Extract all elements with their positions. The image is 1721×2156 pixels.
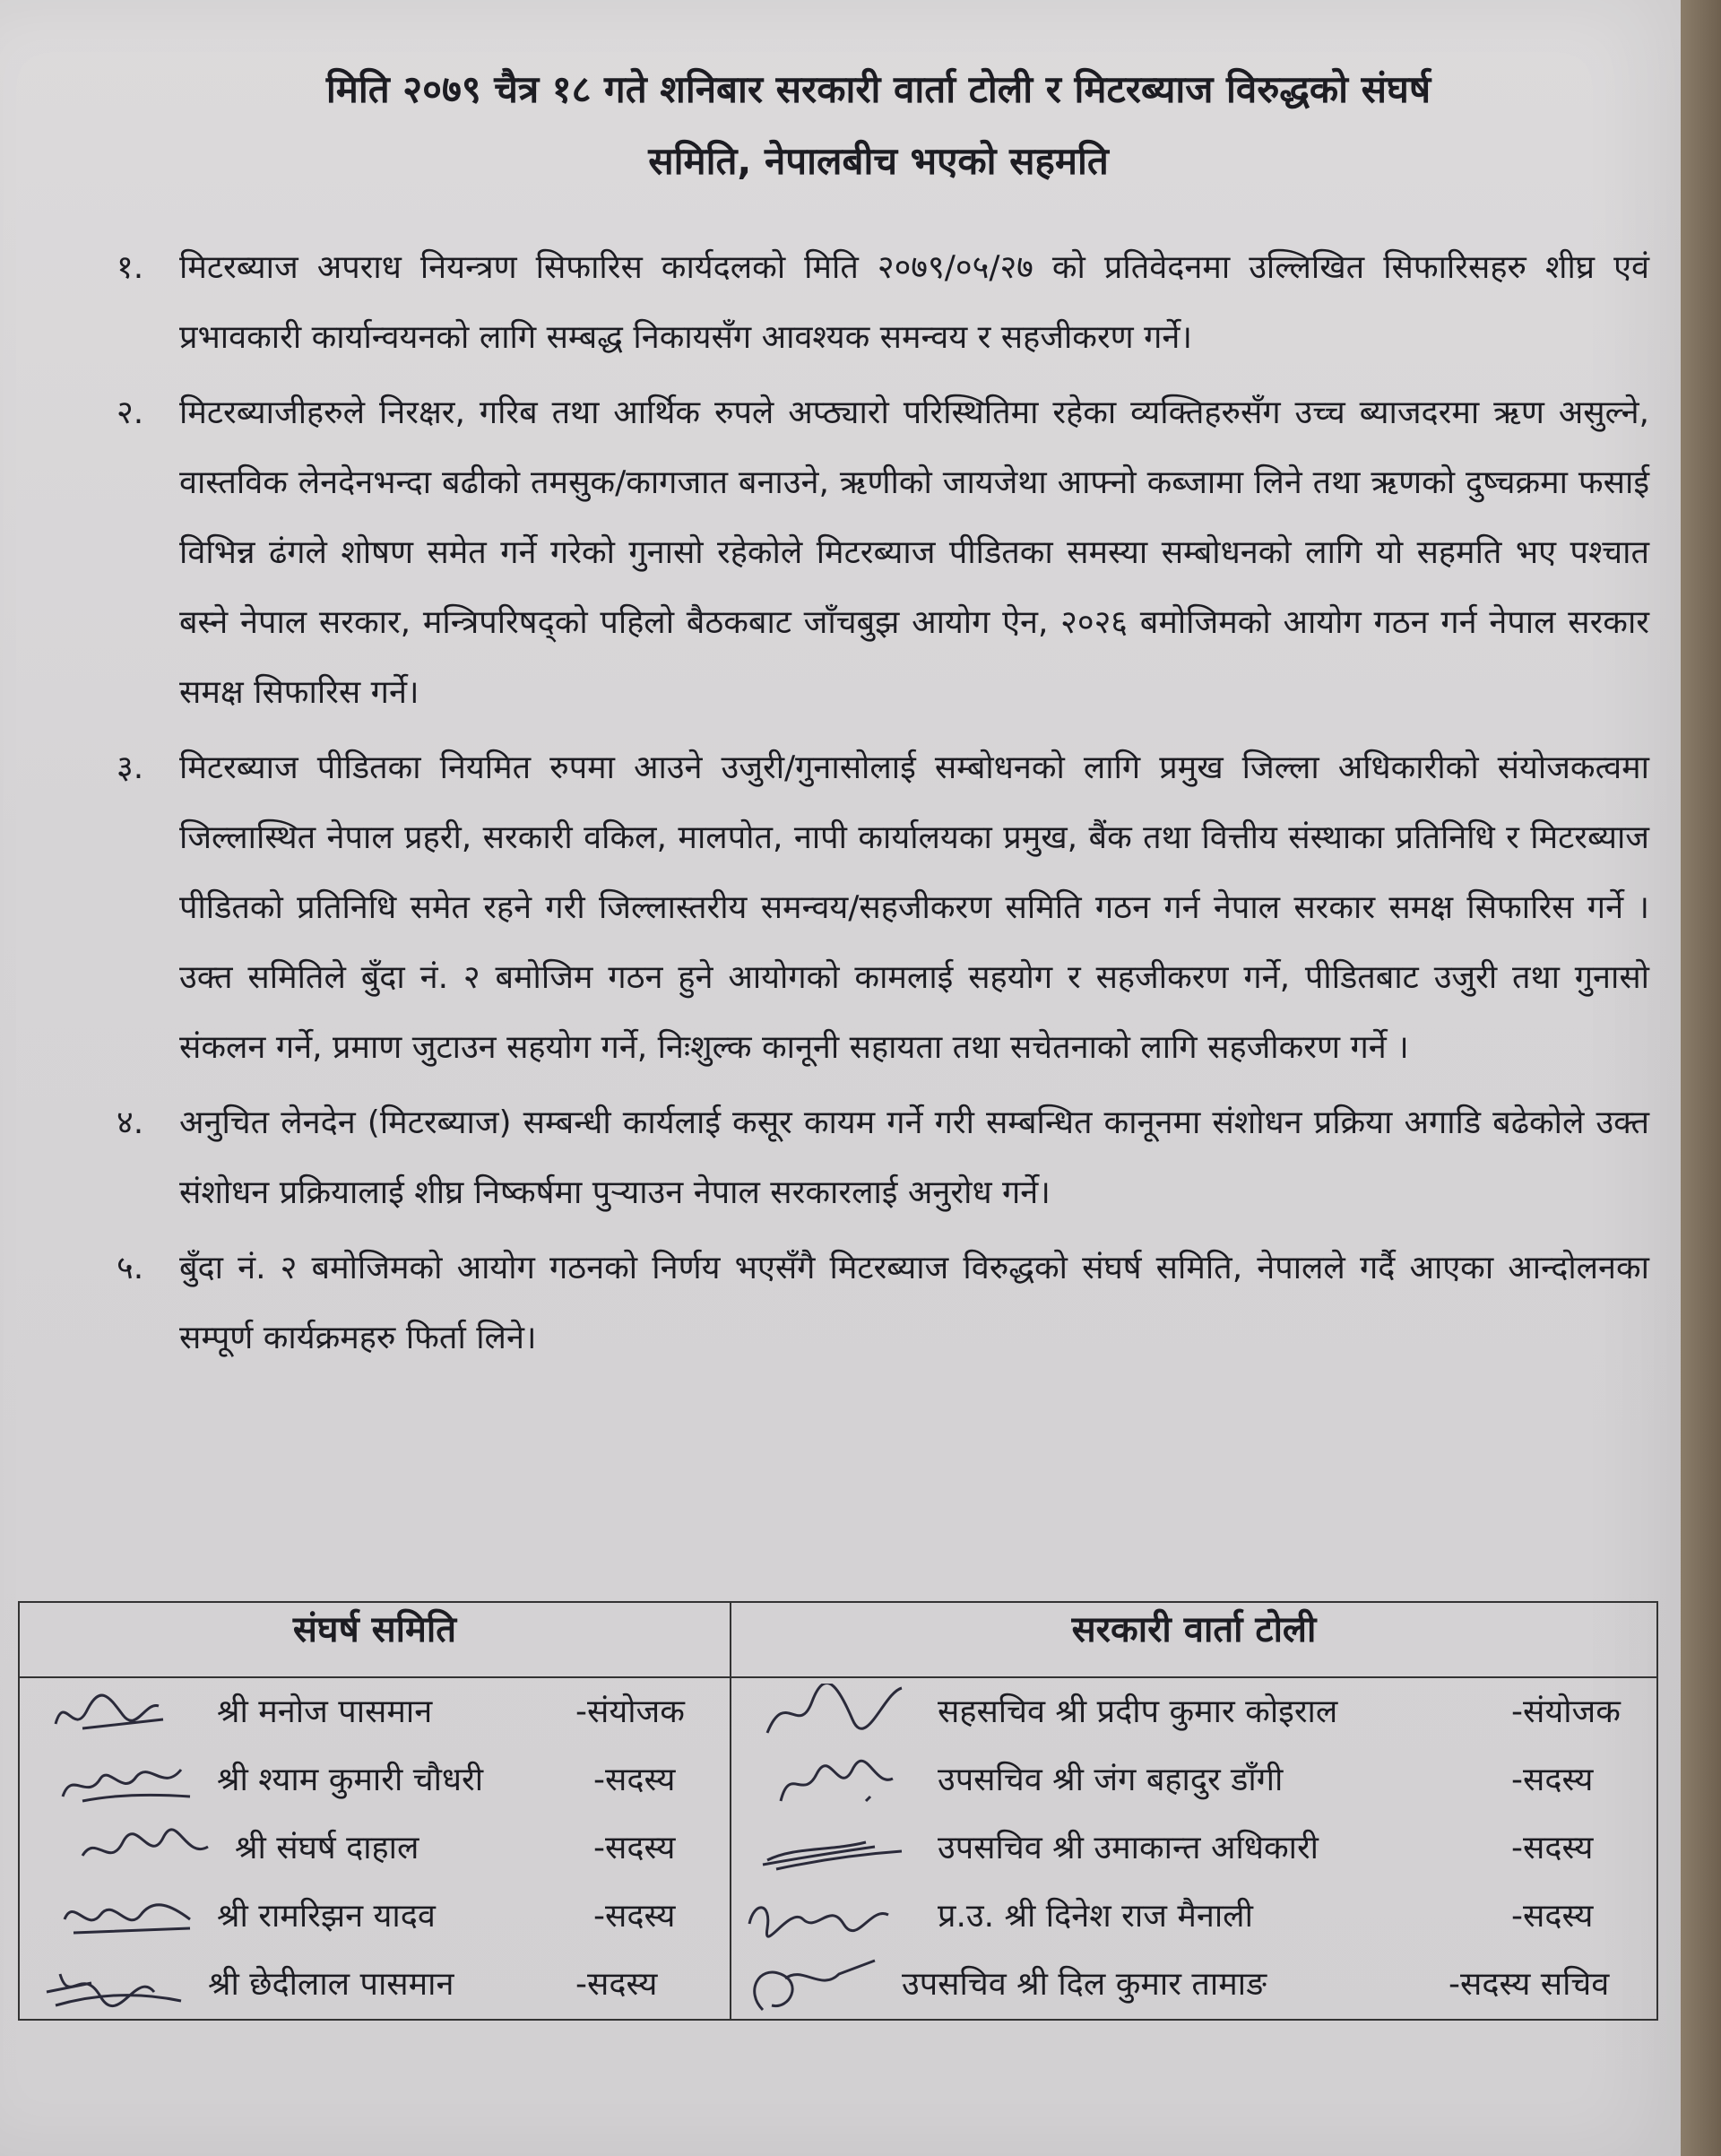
point-text: मिटरब्याज पीडितका नियमित रुपमा आउने उजुरी/गुनासोलाई सम्बोधनको लागि प्रमुख जिल्ला अधिकारीको संयोजकत्वमा जिल्लास्थित नेपाल प्रहरी, सरकारी वकिल, मालपोत, नापी कार्यालयका प्रमुख, बैंक तथा वित्तीय संस्थाका प्रतिनिधि र मिटरब्याज पीडितको प्रतिनिधि समेत रहने गरी जिल्लास्तरीय समन्वय/सहजीकरण समिति गठन गर्न नेपाल सरकार समक्ष सिफारिस गर्ने । उक्त समितिले बुँदा नं. २ बमोजिम गठन हुने आयोगको कामलाई सहयोग र सहजीकरण गर्ने, पीडितबाट उजुरी तथा गुनासो संकलन गर्ने, प्रमाण जुटाउन सहयोग गर्ने, निःशुल्क कानूनी सहायता तथा सचेतनाको लागि सहजीकरण गर्ने ।	[179, 749, 1649, 1066]
handwritten-signature	[758, 1820, 911, 1879]
handwritten-signature	[56, 1752, 208, 1811]
handwritten-signature	[47, 1684, 199, 1743]
signatory-name: सहसचिव श्री प्रदीप कुमार कोइराल	[938, 1693, 1338, 1730]
signatory-row	[731, 1951, 1656, 2019]
signatory-row	[20, 1951, 730, 2019]
agreement-point-5	[72, 1234, 1649, 1373]
signatory-role: -सदस्य	[593, 1762, 676, 1798]
signatory-role: -सदस्य	[1511, 1898, 1594, 1935]
signatory-name: उपसचिव श्री उमाकान्त अधिकारी	[938, 1830, 1319, 1866]
signatory-row	[20, 1883, 730, 1951]
point-number: २.	[117, 394, 144, 431]
agreement-points	[72, 233, 1649, 1373]
point-text: मिटरब्याजीहरुले निरक्षर, गरिब तथा आर्थिक रुपले अप्ठ्यारो परिस्थितिमा रहेका व्यक्तिहरुसँग उच्च ब्याजदरमा ऋण असुल्ने, वास्तविक लेनदेनभन्दा बढीको तमसुक/कागजात बनाउने, ऋणीको जायजेथा आफ्नो कब्जामा लिने तथा ऋणको दुष्चक्रमा फसाई विभिन्न ढंगले शोषण समेत गर्ने गरेको गुनासो रहेकोले मिटरब्याज पीडितका समस्या सम्बोधनको लागि यो सहमति भए पश्चात बस्ने नेपाल सरकार, मन्त्रिपरिषद्को पहिलो बैठकबाट जाँचबुझ आयोग ऐन, २०२६ बमोजिमको आयोग गठन गर्न नेपाल सरकार समक्ष सिफारिस गर्ने।	[179, 394, 1649, 711]
signatory-role: -संयोजक	[1511, 1693, 1621, 1730]
signatory-role: -सदस्य	[593, 1898, 676, 1935]
signatory-row	[731, 1678, 1656, 1746]
signatory-name: उपसचिव श्री दिल कुमार तामाङ	[902, 1966, 1267, 2003]
signatory-name: श्री संघर्ष दाहाल	[235, 1830, 419, 1866]
point-number: १.	[117, 249, 144, 286]
signatory-role: -सदस्य	[1511, 1762, 1594, 1798]
point-text: मिटरब्याज अपराध नियन्त्रण सिफारिस कार्यदलको मिति २०७९/०५/२७ को प्रतिवेदनमा उल्लिखित सिफारिसहरु शीघ्र एवं प्रभावकारी कार्यान्वयनको लागि सम्बद्ध निकायसँग आवश्यक समन्वय र सहजीकरण गर्ने।	[179, 249, 1649, 356]
point-text: अनुचित लेनदेन (मिटरब्याज) सम्बन्धी कार्यलाई कसूर कायम गर्ने गरी सम्बन्धित कानूनमा संशोधन प्रक्रिया अगाडि बढेकोले उक्त संशोधन प्रक्रियालाई शीघ्र निष्कर्षमा पुऱ्याउन नेपाल सरकारलाई अनुरोध गर्ने।	[179, 1104, 1649, 1211]
signatory-name: श्री रामरिझन यादव	[217, 1898, 436, 1935]
signatory-table	[18, 1601, 1658, 2021]
point-number: ४.	[117, 1104, 144, 1141]
signatory-name: उपसचिव श्री जंग बहादुर डाँगी	[938, 1762, 1284, 1798]
agreement-point-1	[72, 233, 1649, 373]
handwritten-signature	[740, 1956, 893, 2015]
committee-header: संघर्ष समिति	[19, 1602, 731, 1677]
signatory-row	[20, 1678, 730, 1746]
point-text: बुँदा नं. २ बमोजिमको आयोग गठनको निर्णय भएसँगै मिटरब्याज विरुद्धको संघर्ष समिति, नेपालले गर्दै आएका आन्दोलनका सम्पूर्ण कार्यक्रमहरु फिर्ता लिने।	[179, 1250, 1649, 1356]
signatory-row	[20, 1746, 730, 1814]
signatory-row	[731, 1814, 1656, 1883]
signatory-role: -सदस्य	[575, 1966, 658, 2003]
paper-edge-shadow	[1681, 0, 1721, 2156]
point-number: ५.	[117, 1250, 144, 1286]
point-number: ३.	[117, 749, 144, 786]
handwritten-signature	[38, 1956, 190, 2015]
signatory-name: श्री छेदीलाल पासमान	[208, 1966, 454, 2003]
handwritten-signature	[767, 1752, 920, 1811]
government-signatories	[731, 1677, 1657, 2020]
committee-signatories	[19, 1677, 731, 2020]
signatory-name: प्र.उ. श्री दिनेश राज मैनाली	[938, 1898, 1253, 1935]
signatory-row	[731, 1746, 1656, 1814]
title-line-1: मिति २०७९ चैत्र १८ गते शनिबार सरकारी वार्ता टोली र मिटरब्याज विरुद्धको संघर्ष	[325, 67, 1431, 111]
signatory-role: -सदस्य सचिव	[1449, 1966, 1610, 2003]
signatory-role: -संयोजक	[575, 1693, 685, 1730]
handwritten-signature	[56, 1888, 208, 1947]
agreement-point-4	[72, 1088, 1649, 1228]
handwritten-signature	[74, 1820, 226, 1879]
agreement-point-3	[72, 733, 1649, 1083]
agreement-point-2	[72, 378, 1649, 728]
signatory-row	[20, 1814, 730, 1883]
handwritten-signature	[740, 1888, 893, 1947]
handwritten-signature	[758, 1684, 911, 1743]
signatory-name: श्री मनोज पासमान	[217, 1693, 433, 1730]
signatory-name: श्री श्याम कुमारी चौधरी	[217, 1762, 484, 1798]
agreement-document	[72, 54, 1649, 1379]
document-title	[72, 54, 1631, 197]
government-team-header: सरकारी वार्ता टोली	[731, 1602, 1657, 1677]
signatory-role: -सदस्य	[593, 1830, 676, 1866]
title-line-2: समिति, नेपालबीच भएको सहमति	[648, 139, 1109, 183]
signatory-role: -सदस्य	[1511, 1830, 1594, 1866]
signatory-row	[731, 1883, 1656, 1951]
